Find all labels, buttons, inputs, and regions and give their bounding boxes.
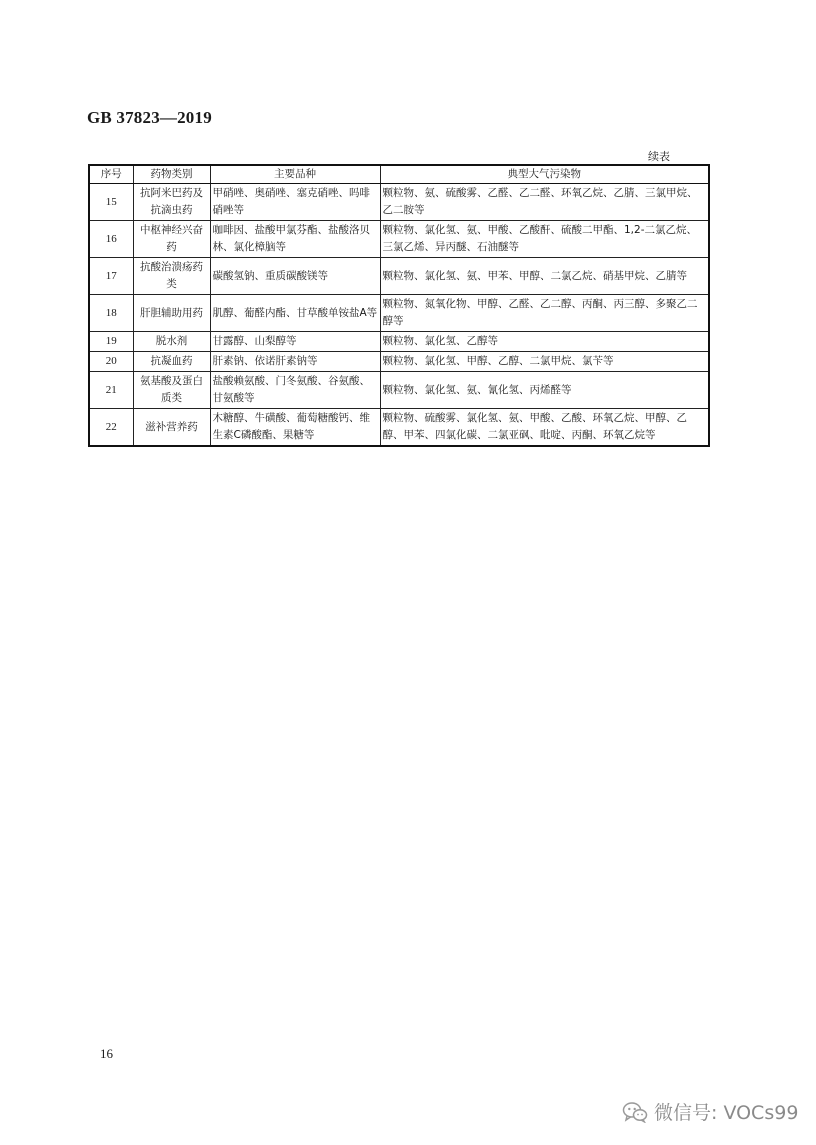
typical-pollutants: 颗粒物、氯化氢、氨、甲苯、甲醇、二氯乙烷、硝基甲烷、乙腈等 (380, 258, 709, 295)
document-code: GB 37823—2019 (87, 108, 212, 127)
main-varieties: 甘露醇、山梨醇等 (210, 332, 380, 352)
watermark (622, 1098, 798, 1125)
table-row (89, 295, 709, 332)
drug-category: 脱水剂 (133, 332, 210, 352)
drug-category: 肝胆辅助用药 (133, 295, 210, 332)
drug-category: 抗阿米巴药及抗滴虫药 (133, 184, 210, 221)
column-header-pollutants: 典型大气污染物 (380, 165, 709, 184)
column-header-category: 药物类别 (133, 165, 210, 184)
drug-category: 氨基酸及蛋白质类 (133, 372, 210, 409)
table-row (89, 352, 709, 372)
row-number: 18 (89, 295, 133, 332)
typical-pollutants: 颗粒物、氨、硫酸雾、乙醛、乙二醛、环氧乙烷、乙腈、三氯甲烷、乙二胺等 (380, 184, 709, 221)
typical-pollutants: 颗粒物、硫酸雾、氯化氢、氨、甲酸、乙酸、环氧乙烷、甲醇、乙醇、甲苯、四氯化碳、二氯亚砜、吡啶、丙酮、环氧乙烷等 (380, 409, 709, 447)
main-varieties: 肌醇、葡醛内酯、甘草酸单铵盐A等 (210, 295, 380, 332)
typical-pollutants: 颗粒物、氯化氢、氨、甲酸、乙酸酐、硫酸二甲酯、1,2-二氯乙烷、三氯乙烯、异丙醚、石油醚等 (380, 221, 709, 258)
row-number: 20 (89, 352, 133, 372)
row-number: 17 (89, 258, 133, 295)
typical-pollutants: 颗粒物、氮氧化物、甲醇、乙醛、乙二醇、丙酮、丙三醇、多聚乙二醇等 (380, 295, 709, 332)
row-number: 19 (89, 332, 133, 352)
row-number: 22 (89, 409, 133, 447)
drug-category: 滋补营养药 (133, 409, 210, 447)
page-number: 16 (100, 1046, 113, 1061)
typical-pollutants: 颗粒物、氯化氢、氨、氰化氢、丙烯醛等 (380, 372, 709, 409)
column-header-no: 序号 (89, 165, 133, 184)
main-varieties: 肝素钠、依诺肝素钠等 (210, 352, 380, 372)
main-varieties: 甲硝唑、奥硝唑、塞克硝唑、吗啡硝唑等 (210, 184, 380, 221)
table-row (89, 221, 709, 258)
row-number: 21 (89, 372, 133, 409)
table-row (89, 372, 709, 409)
column-header-varieties: 主要品种 (210, 165, 380, 184)
main-varieties: 咖啡因、盐酸甲氯芬酯、盐酸洛贝林、氯化樟脑等 (210, 221, 380, 258)
table-row (89, 184, 709, 221)
drug-category: 抗酸治溃疡药类 (133, 258, 210, 295)
pollutant-table (88, 164, 710, 447)
main-varieties: 碳酸氢钠、重质碳酸镁等 (210, 258, 380, 295)
typical-pollutants: 颗粒物、氯化氢、甲醇、乙醇、二氯甲烷、氯苄等 (380, 352, 709, 372)
drug-category: 抗凝血药 (133, 352, 210, 372)
watermark-text: 微信号: VOCs99 (654, 1102, 799, 1124)
drug-category: 中枢神经兴奋药 (133, 221, 210, 258)
wechat-icon (622, 1101, 648, 1123)
table-row (89, 332, 709, 352)
main-varieties: 木糖醇、牛磺酸、葡萄糖酸钙、维生素C磷酸酯、果糖等 (210, 409, 380, 447)
table-row (89, 258, 709, 295)
typical-pollutants: 颗粒物、氯化氢、乙醇等 (380, 332, 709, 352)
table-header-row (89, 165, 709, 184)
row-number: 15 (89, 184, 133, 221)
continued-label: 续表 (648, 150, 670, 163)
row-number: 16 (89, 221, 133, 258)
table-row (89, 409, 709, 447)
main-varieties: 盐酸赖氨酸、门冬氨酸、谷氨酸、甘氨酸等 (210, 372, 380, 409)
